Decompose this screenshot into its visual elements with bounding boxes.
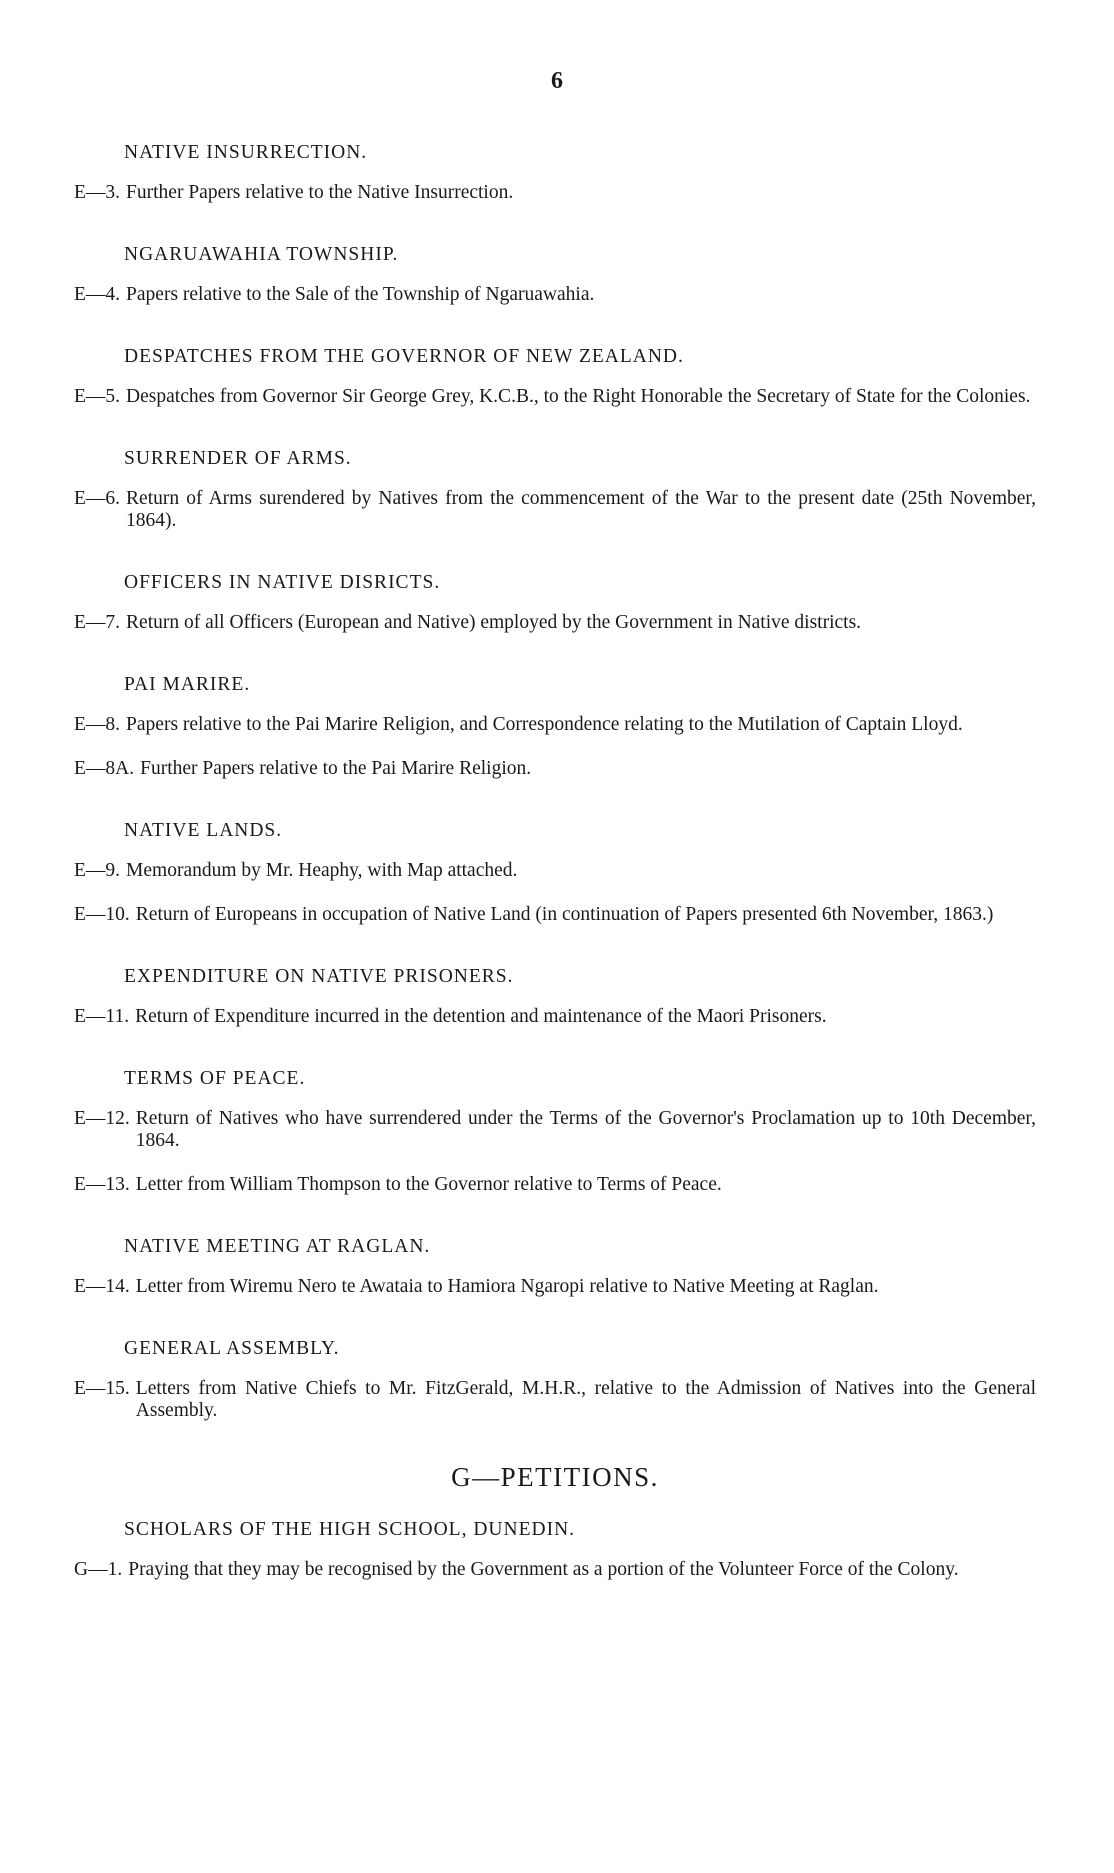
page-content — [74, 142, 1036, 1621]
entry-e5 — [74, 386, 1036, 408]
petitions-heading: G—PETITIONS. — [451, 1462, 659, 1492]
section-expenditure-native-prisoners — [74, 966, 1036, 1028]
entry-text: Papers relative to the Sale of the Township of Ngaruawahia. — [126, 284, 595, 305]
entry-e7 — [74, 612, 1036, 634]
section-native-meeting-raglan — [74, 1236, 1036, 1298]
section-heading: NGARUAWAHIA TOWNSHIP. — [124, 244, 399, 265]
entry-e3 — [74, 182, 1036, 204]
entry-code: E—11. — [74, 1006, 130, 1027]
entry-text: Return of all Officers (European and Native) employed by the Government in Native districts. — [126, 612, 862, 633]
entry-code: E—15. — [74, 1378, 130, 1399]
entry-code: E—6. — [74, 488, 121, 509]
entry-code: E—8A. — [74, 758, 135, 779]
section-heading: GENERAL ASSEMBLY. — [124, 1338, 340, 1359]
section-heading: OFFICERS IN NATIVE DISRICTS. — [124, 572, 441, 593]
entry-e14 — [74, 1276, 1036, 1298]
section-heading: NATIVE INSURRECTION. — [124, 142, 368, 163]
section-surrender-of-arms — [74, 448, 1036, 532]
section-despatches — [74, 346, 1036, 408]
entry-text: Return of Natives who have surrendered under the Terms of the Governor's Proclamation up to 10th December, 1864. — [135, 1108, 1036, 1151]
section-general-assembly — [74, 1338, 1036, 1422]
entry-e15 — [74, 1378, 1036, 1422]
section-ngaruawahia-township — [74, 244, 1036, 306]
entry-text: Letter from Wiremu Nero te Awataia to Hamiora Ngaropi relative to Native Meeting at Raglan. — [135, 1276, 879, 1297]
entry-e8 — [74, 714, 1036, 736]
entry-e13 — [74, 1174, 1036, 1196]
entry-e12 — [74, 1108, 1036, 1152]
entry-code: E—14. — [74, 1276, 130, 1297]
entry-text: Memorandum by Mr. Heaphy, with Map attached. — [126, 860, 518, 881]
section-heading: SCHOLARS OF THE HIGH SCHOOL, DUNEDIN. — [124, 1519, 576, 1540]
section-pai-marire — [74, 674, 1036, 780]
section-heading: TERMS OF PEACE. — [124, 1068, 306, 1089]
section-heading: NATIVE MEETING AT RAGLAN. — [124, 1236, 431, 1257]
entry-text: Despatches from Governor Sir George Grey, K.C.B., to the Right Honorable the Secretary of State for the Colonies. — [126, 386, 1031, 407]
entry-code: E—8. — [74, 714, 121, 735]
entry-e10 — [74, 904, 1036, 926]
entry-e8a — [74, 758, 1036, 780]
entry-g1 — [74, 1559, 1036, 1581]
section-terms-of-peace — [74, 1068, 1036, 1196]
entry-code: E—4. — [74, 284, 121, 305]
entry-code: E—9. — [74, 860, 121, 881]
entry-text: Letter from William Thompson to the Governor relative to Terms of Peace. — [135, 1174, 722, 1195]
entry-code: E—5. — [74, 386, 121, 407]
entry-text: Return of Arms surendered by Natives from the commencement of the War to the present date (25th November, 1864). — [126, 488, 1036, 531]
entry-code: E—13. — [74, 1174, 130, 1195]
section-heading: NATIVE LANDS. — [124, 820, 283, 841]
entry-e4 — [74, 284, 1036, 306]
entry-e9 — [74, 860, 1036, 882]
entry-code: E—12. — [74, 1108, 130, 1129]
section-heading: PAI MARIRE. — [124, 674, 251, 695]
entry-text: Further Papers relative to the Pai Marire Religion. — [140, 758, 532, 779]
entry-text: Return of Europeans in occupation of Native Land (in continuation of Papers presented 6th November, 1863.) — [135, 904, 994, 925]
entry-text: Letters from Native Chiefs to Mr. FitzGerald, M.H.R., relative to the Admission of Natives into the General Assembly. — [135, 1378, 1036, 1421]
page-number: 6 — [551, 68, 563, 94]
entry-e11 — [74, 1006, 1036, 1028]
entry-code: E—7. — [74, 612, 121, 633]
entry-code: G—1. — [74, 1559, 123, 1580]
section-heading: DESPATCHES FROM THE GOVERNOR OF NEW ZEALAND. — [124, 346, 684, 367]
entry-text: Further Papers relative to the Native Insurrection. — [126, 182, 514, 203]
section-heading: EXPENDITURE ON NATIVE PRISONERS. — [124, 966, 514, 987]
section-scholars-high-school — [74, 1519, 1036, 1581]
entry-code: E—10. — [74, 904, 130, 925]
entry-code: E—3. — [74, 182, 121, 203]
entry-text: Papers relative to the Pai Marire Religion, and Correspondence relating to the Mutilation of Captain Lloyd. — [126, 714, 963, 735]
entry-text: Praying that they may be recognised by the Government as a portion of the Volunteer Force of the Colony. — [128, 1559, 959, 1580]
section-native-insurrection — [74, 142, 1036, 204]
section-officers-native-districts — [74, 572, 1036, 634]
entry-text: Return of Expenditure incurred in the detention and maintenance of the Maori Prisoners. — [135, 1006, 827, 1027]
section-heading: SURRENDER OF ARMS. — [124, 448, 352, 469]
section-native-lands — [74, 820, 1036, 926]
entry-e6 — [74, 488, 1036, 532]
